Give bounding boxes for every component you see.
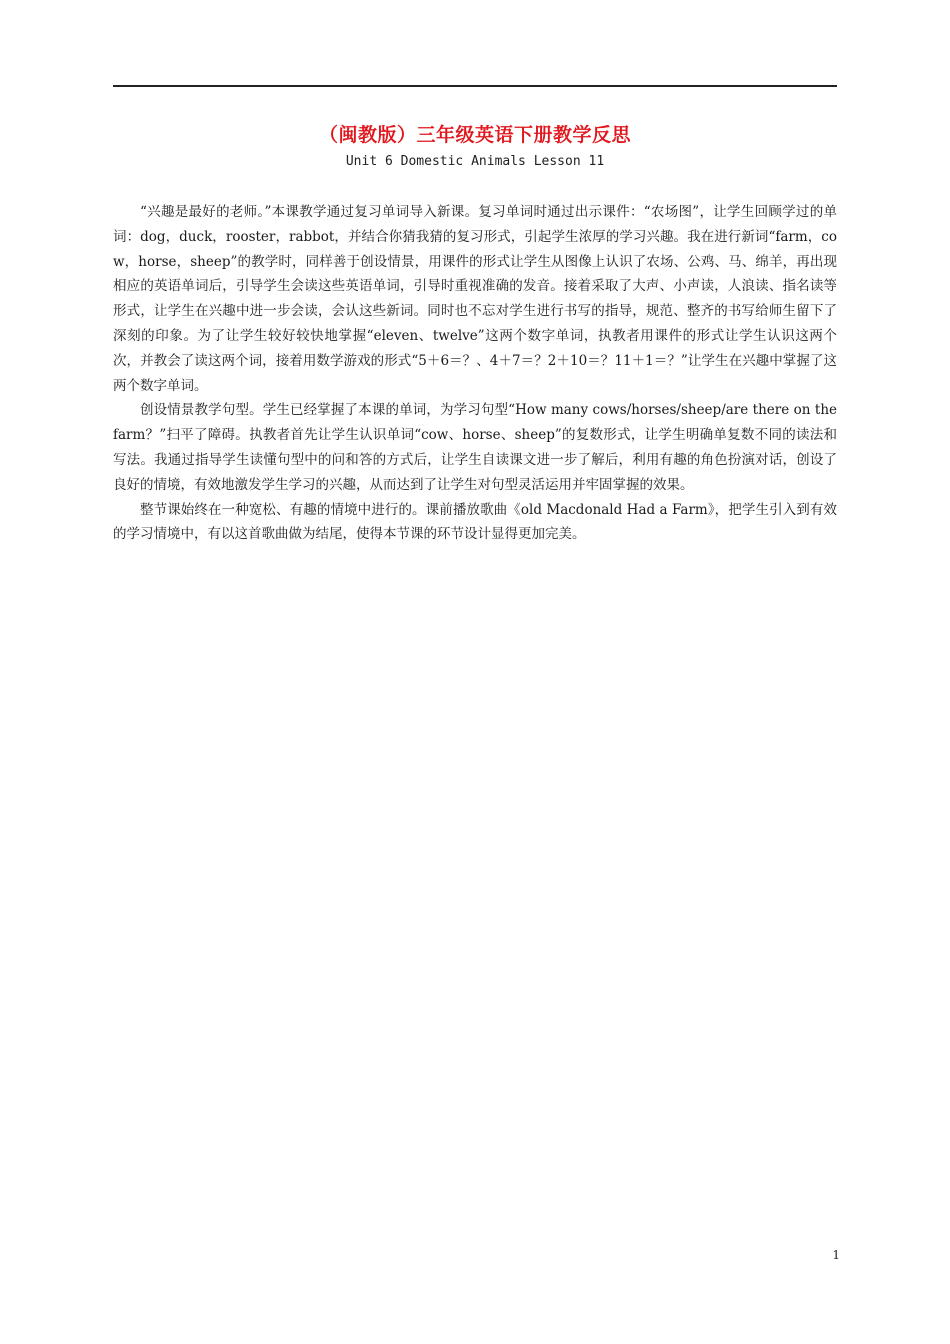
paragraph-1: “兴趣是最好的老师。”本课教学通过复习单词导入新课。复习单词时通过出示课件：“农场图”，让学生回顾学过的单词：dog，duck，rooster，rabbot，并结合你猜我猜的复习形式，引起学生浓厚的学习兴趣。我在进行新词“farm，cow，horse，sheep”的教学时，同样善于创设情景，用课件的形式让学生从图像上认识了农场、公鸡、马、绵羊，再出现相应的英语单词后，引导学生会读这些英语单词，引导时重视准确的发音。接着采取了大声、小声读，人浪读、指名读等形式，让学生在兴趣中进一步会读，会认这些新词。同时也不忘对学生进行书写的指导，规范、整齐的书写给师生留下了深刻的印象。为了让学生较好较快地掌握“eleven、twelve”这两个数字单词，执教者用课件的形式让学生认识这两个次，并教会了读这两个词，接着用数学游戏的形式“5＋6＝？、4＋7＝？2＋10＝？11＋1＝？”让学生在兴趣中掌握了这两个数字单词。 — [113, 204, 837, 394]
page-number: 1 — [832, 1248, 840, 1262]
page-title: （闽教版）三年级英语下册教学反思 — [318, 124, 631, 146]
paragraph-2: 创设情景教学句型。学生已经掌握了本课的单词，为学习句型“How many cows/horses/sheep/are there on the farm？”扫平了障碍。执教者首先让学生认识单词“cow、horse、sheep”的复数形式，让学生明确单复数不同的读法和写法。我通过指导学生读懂句型中的问和答的方式后，让学生自读课文进一步了解后，利用有趣的角色扮演对话，创设了良好的情境，有效地激发学生学习的兴趣，从而达到了让学生对句型灵活运用并牢固掌握的效果。 — [113, 402, 837, 493]
header-rule — [113, 85, 837, 87]
document-body — [113, 200, 837, 547]
paragraph-3: 整节课始终在一种宽松、有趣的情境中进行的。课前播放歌曲《old Macdonald Had a Farm》，把学生引入到有效的学习情境中，有以这首歌曲做为结尾，使得本节课的环节设计显得更加完美。 — [113, 501, 837, 543]
page-subtitle: Unit 6 Domestic Animals Lesson 11 — [345, 154, 605, 169]
